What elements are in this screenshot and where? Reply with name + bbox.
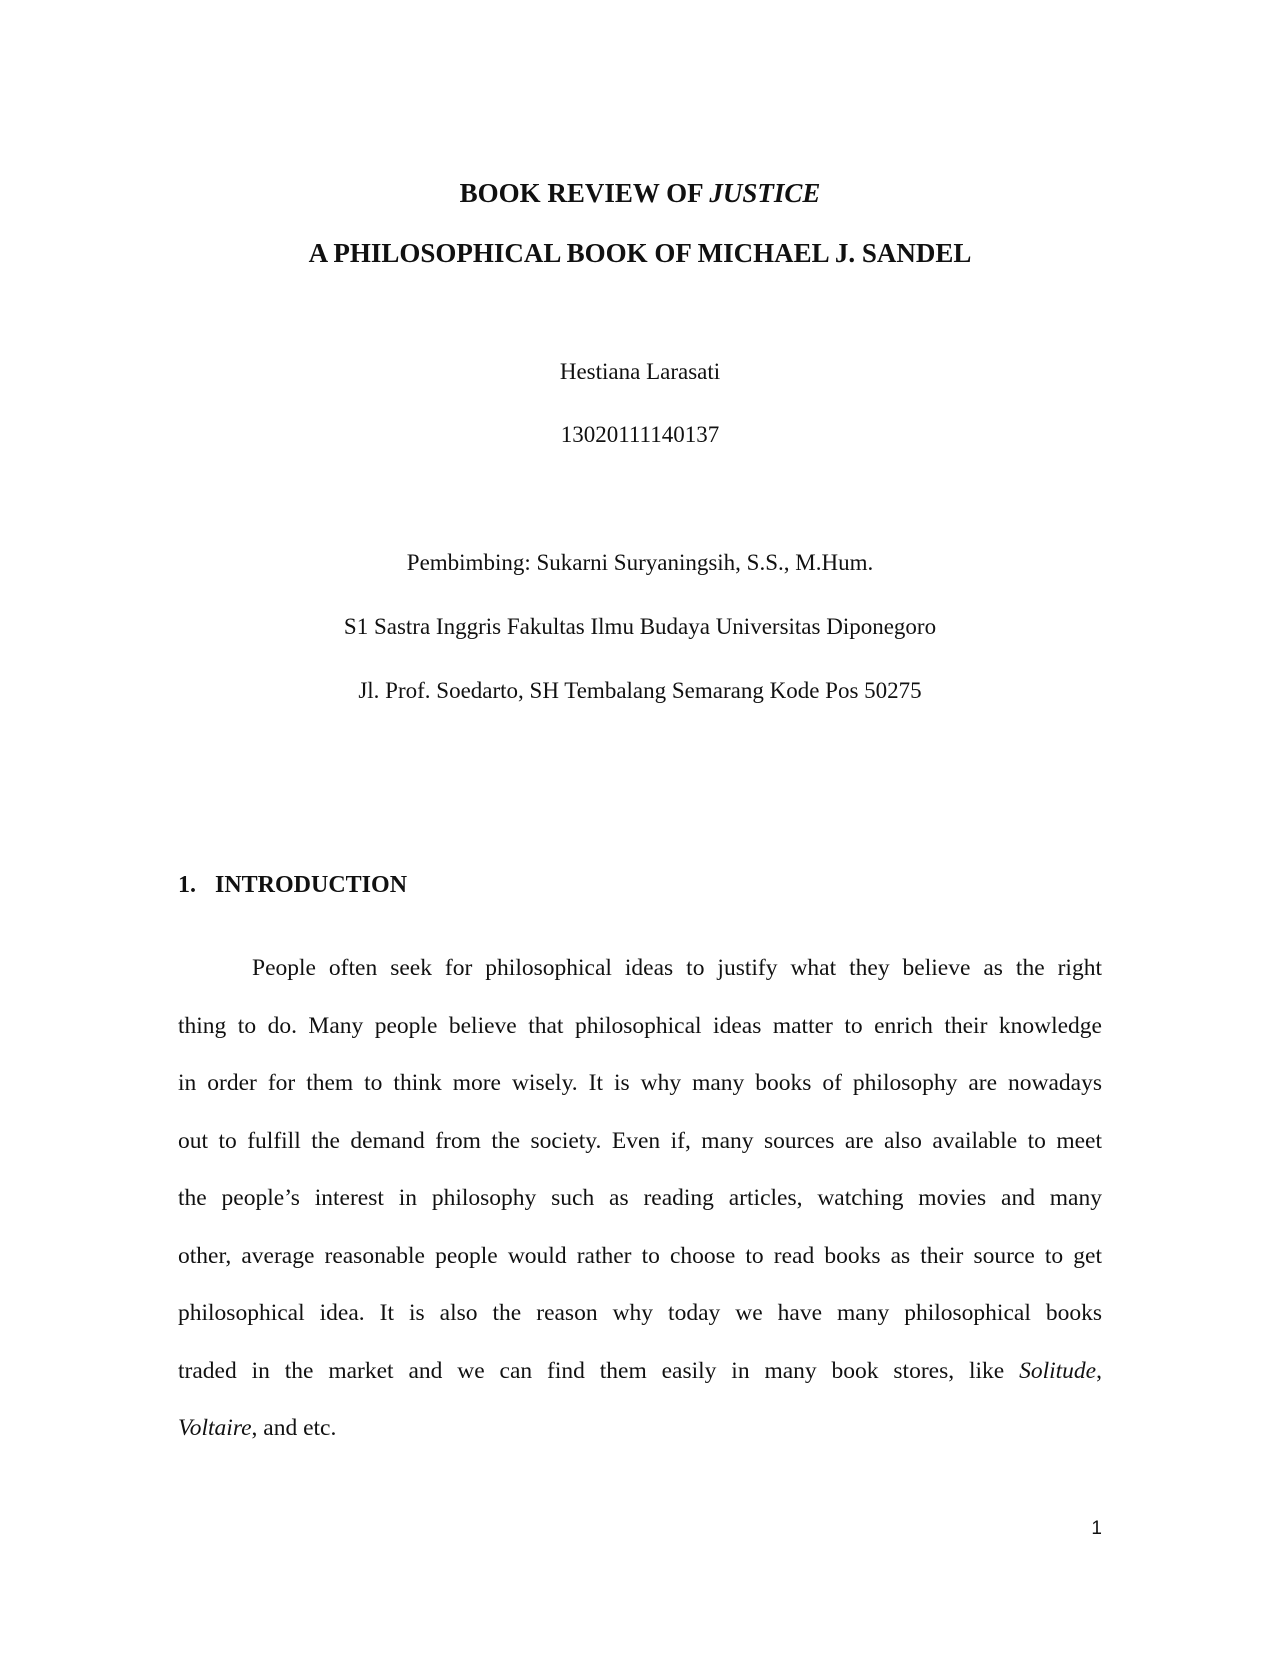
paragraph-line: thing to do. Many people believe that philosophical ideas matter to enrich their knowledge <box>178 1012 1102 1039</box>
title-line-2: A PHILOSOPHICAL BOOK OF MICHAEL J. SANDEL <box>308 238 972 268</box>
department: S1 Sastra Inggris Fakultas Ilmu Budaya Universitas Diponegoro <box>343 614 937 639</box>
paragraph-line: other, average reasonable people would rather to choose to read books as their source to get <box>178 1242 1102 1269</box>
paragraph-line: philosophical idea. It is also the reason why today we have many philosophical books <box>178 1300 1102 1326</box>
section-title: INTRODUCTION <box>215 872 408 898</box>
page-number: 1 <box>1091 1518 1102 1539</box>
paragraph-line: the people’s interest in philosophy such as reading articles, watching movies and many <box>178 1185 1102 1211</box>
title-line-1 <box>0 176 1280 210</box>
title-book-name: JUSTICE <box>709 178 821 208</box>
author-name: Hestiana Larasati <box>559 359 721 384</box>
section-number: 1. <box>178 872 196 898</box>
introduction-paragraph <box>178 940 1102 1458</box>
section-heading <box>178 870 407 900</box>
store-name-voltaire: Voltaire <box>178 1415 252 1441</box>
student-id: 13020111140137 <box>560 422 720 447</box>
line-text: , and etc. <box>251 1415 337 1441</box>
supervisor: Pembimbing: Sukarni Suryaningsih, S.S., M.Hum. <box>406 550 874 575</box>
title-prefix: BOOK REVIEW OF <box>459 178 710 208</box>
address: Jl. Prof. Soedarto, SH Tembalang Semarang Kode Pos 50275 <box>358 678 922 703</box>
paragraph-line: out to fulfill the demand from the society. Even if, many sources are also available to meet <box>178 1127 1102 1154</box>
store-name-solitude: Solitude <box>1019 1357 1097 1384</box>
paragraph-line <box>178 1343 1102 1401</box>
paragraph-line: in order for them to think more wisely. It is why many books of philosophy are nowadays <box>178 1070 1102 1096</box>
paragraph-line: People often seek for philosophical ideas to justify what they believe as the right <box>252 955 1102 981</box>
line-text: traded in the market and we can find them easily in many book stores, like <box>178 1357 1020 1384</box>
paragraph-line <box>178 1400 1102 1458</box>
line-punctuation: , <box>1096 1357 1102 1384</box>
